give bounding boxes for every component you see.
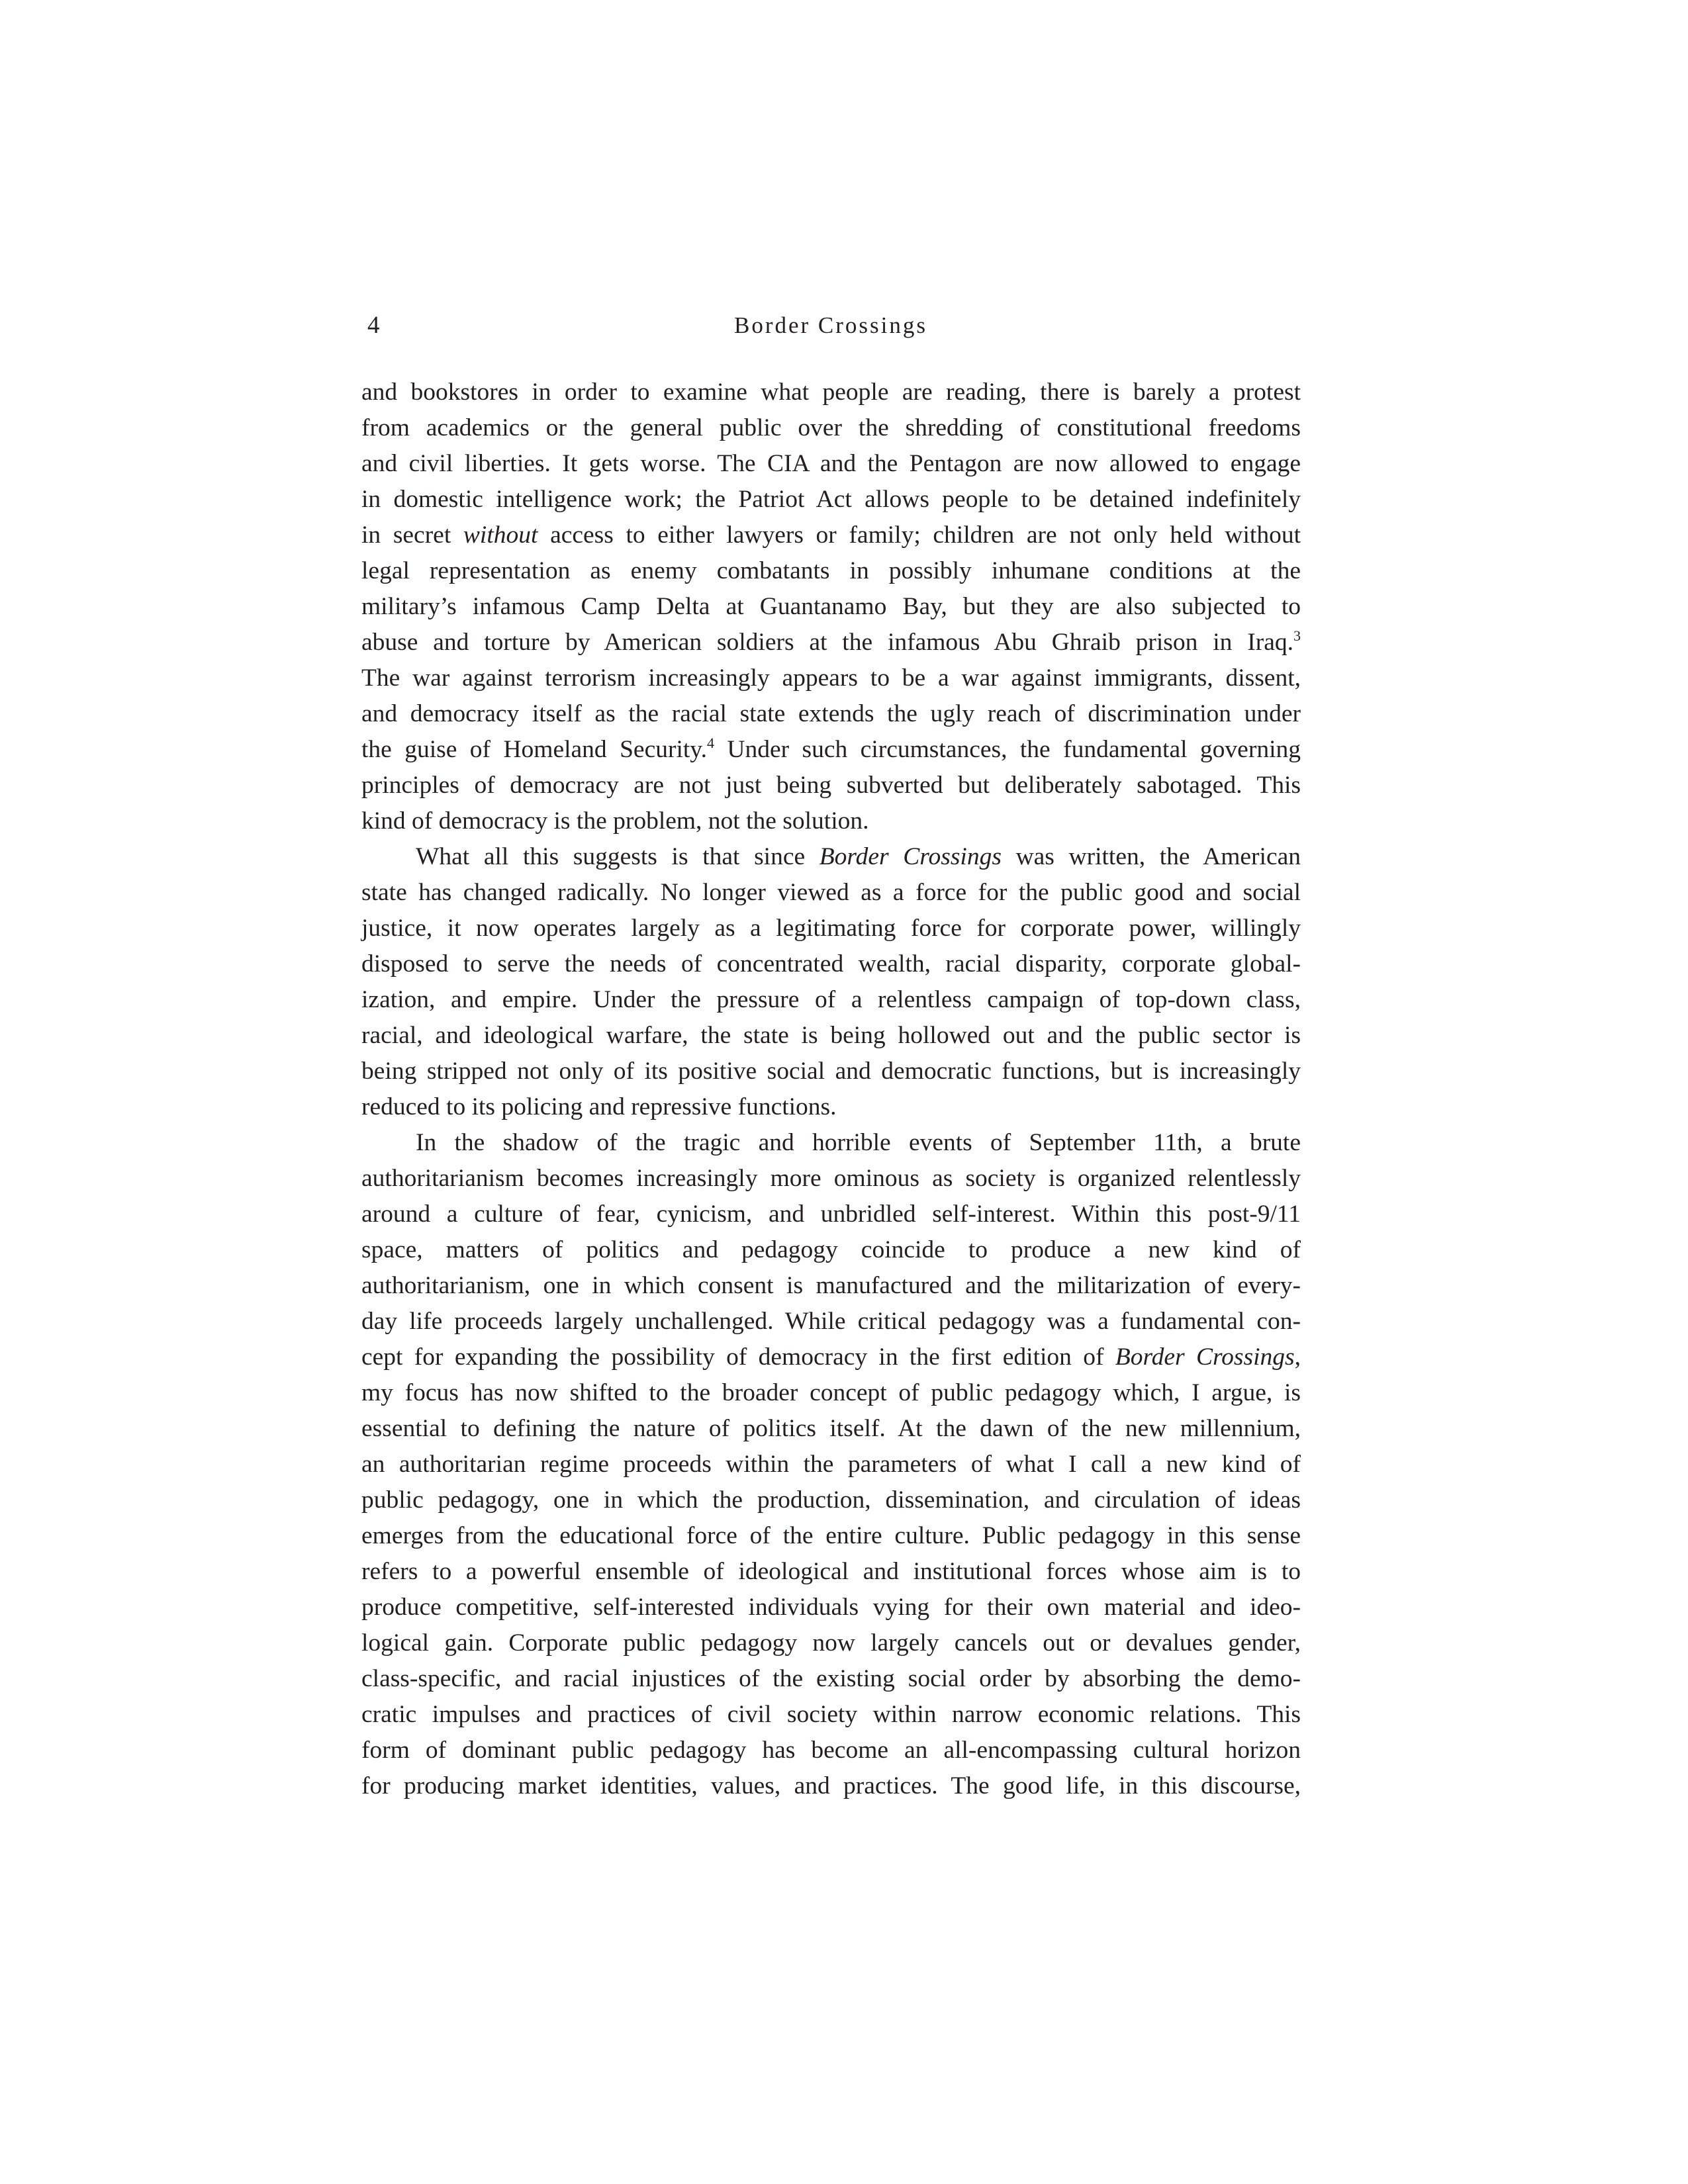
text-line: military’s infamous Camp Delta at Guantanamo Bay, but they are also subjected to <box>361 593 1301 620</box>
text-line: from academics or the general public over the shredding of constitutional freedoms <box>361 414 1301 441</box>
text-line: The war against terrorism increasingly appears to be a war against immigrants, dissent, <box>361 664 1301 692</box>
text-line: form of dominant public pedagogy has become an all-encompassing cultural horizon <box>361 1737 1301 1764</box>
page-number: 4 <box>367 312 380 339</box>
footnote-ref-3: 3 <box>1293 627 1301 644</box>
text-line: around a culture of fear, cynicism, and unbridled self-interest. Within this post-9/11 <box>361 1201 1301 1228</box>
italic-book-title: Border Crossings <box>819 843 1002 870</box>
text-line: in secret without access to either lawyers or family; children are not only held without <box>361 522 1301 549</box>
text-line: for producing market identities, values, and practices. The good life, in this discourse, <box>361 1772 1301 1799</box>
text-line: principles of democracy are not just being subverted but deliberately sabotaged. This <box>361 772 1301 799</box>
text-line: disposed to serve the needs of concentrated wealth, racial disparity, corporate global- <box>361 950 1301 978</box>
text-line: an authoritarian regime proceeds within the parameters of what I call a new kind of <box>361 1451 1301 1478</box>
text-line: produce competitive, self-interested individuals vying for their own material and ideo- <box>361 1594 1301 1621</box>
text-line: racial, and ideological warfare, the state is being hollowed out and the public sector is <box>361 1022 1301 1049</box>
running-head <box>361 306 1301 345</box>
text-line: my focus has now shifted to the broader concept of public pedagogy which, I argue, is <box>361 1379 1301 1406</box>
text-line: cratic impulses and practices of civil society within narrow economic relations. This <box>361 1701 1301 1728</box>
text-line: and democracy itself as the racial state extends the ugly reach of discrimination under <box>361 700 1301 727</box>
text-line: kind of democracy is the problem, not the solution. <box>361 807 869 835</box>
italic-without: without <box>463 522 538 549</box>
text-line: ization, and empire. Under the pressure of a relentless campaign of top-down class, <box>361 986 1301 1013</box>
text-line: state has changed radically. No longer viewed as a force for the public good and social <box>361 879 1301 906</box>
text-line: In the shadow of the tragic and horrible events of September 11th, a brute <box>416 1129 1301 1156</box>
text-line: refers to a powerful ensemble of ideological and institutional forces whose aim is to <box>361 1558 1301 1585</box>
text-line: reduced to its policing and repressive functions. <box>361 1093 837 1120</box>
text-line: space, matters of politics and pedagogy coincide to produce a new kind of <box>361 1236 1301 1263</box>
text-line: emerges from the educational force of the entire culture. Public pedagogy in this sense <box>361 1522 1301 1549</box>
text-line: legal representation as enemy combatants in possibly inhumane conditions at the <box>361 557 1301 584</box>
text-line: essential to defining the nature of politics itself. At the dawn of the new millennium, <box>361 1415 1301 1442</box>
text-line: cept for expanding the possibility of democracy in the first edition of Border Crossings, <box>361 1343 1301 1371</box>
text-line: logical gain. Corporate public pedagogy now largely cancels out or devalues gender, <box>361 1629 1301 1657</box>
text-line: being stripped not only of its positive social and democratic functions, but is increasingly <box>361 1058 1301 1085</box>
text-line: What all this suggests is that since Border Crossings was written, the American <box>416 843 1301 870</box>
text-line: class-specific, and racial injustices of the existing social order by absorbing the demo- <box>361 1665 1301 1692</box>
text-line: in domestic intelligence work; the Patriot Act allows people to be detained indefinitely <box>361 486 1301 513</box>
text-line: justice, it now operates largely as a legitimating force for corporate power, willingly <box>361 915 1301 942</box>
text-line: authoritarianism, one in which consent is manufactured and the militarization of every- <box>361 1272 1301 1299</box>
text-line: authoritarianism becomes increasingly more ominous as society is organized relentlessly <box>361 1165 1301 1192</box>
footnote-ref-4: 4 <box>706 735 714 751</box>
text-line: the guise of Homeland Security.$^4$ Under such circumstances, the fundamental governing <box>361 735 1301 763</box>
text-line: and civil liberties. It gets worse. The CIA and the Pentagon are now allowed to engage <box>361 450 1301 477</box>
text-line: abuse and torture by American soldiers at the infamous Abu Ghraib prison in Iraq.$^3$ <box>361 627 1301 656</box>
text-line: day life proceeds largely unchallenged. While critical pedagogy was a fundamental con- <box>361 1308 1301 1335</box>
text-line: public pedagogy, one in which the production, dissemination, and circulation of ideas <box>361 1486 1301 1514</box>
italic-book-title: Border Crossings <box>1115 1343 1295 1371</box>
body-text <box>361 375 1301 1804</box>
text-line: and bookstores in order to examine what people are reading, there is barely a protest <box>361 379 1301 406</box>
running-title: Border Crossings <box>733 312 928 338</box>
